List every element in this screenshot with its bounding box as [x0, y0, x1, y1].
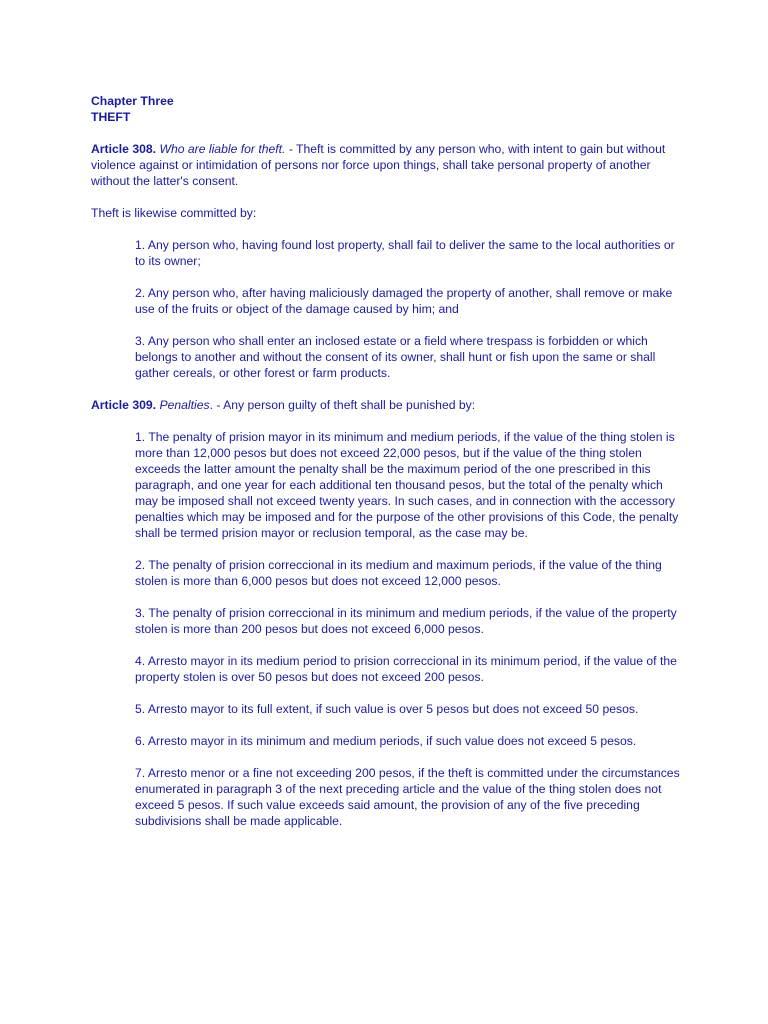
chapter-label: Chapter Three: [91, 94, 174, 108]
list-item: 6. Arresto mayor in its minimum and medium periods, if such value does not exceed 5 pesos.: [135, 734, 637, 748]
list-item: 3. Any person who shall enter an inclosed estate or a field where trespass is forbidden or which belongs to another and without the consent of its owner, shall hunt or fish upon the same or shall gather cereals, or other forest or farm products.: [135, 334, 656, 380]
article-309-paragraph: [91, 397, 681, 413]
list-item: 1. Any person who, having found lost property, shall fail to deliver the same to the local authorities or to its owner;: [135, 238, 675, 268]
list-item: 2. Any person who, after having maliciously damaged the property of another, shall remove or make use of the fruits or object of the damage caused by him; and: [135, 286, 673, 316]
list-item: 1. The penalty of prision mayor in its minimum and medium periods, if the value of the thing stolen is more than 12,000 pesos but does not exceed 22,000 pesos, but if the value of the thing stolen exceeds the latter amount the penalty shall be the maximum period of the one prescribed in this paragraph, and one year for each additional ten thousand pesos, but the total of the penalty which may be imposed shall not exceed twenty years. In such cases, and in connection with the accessory penalties which may be imposed and for the purpose of the other provisions of this Code, the penalty shall be termed prision mayor or reclusion temporal, as the case may be.: [135, 430, 679, 540]
article-308-items: [91, 237, 681, 381]
article-309-number: Article 309.: [91, 398, 157, 412]
list-item: 5. Arresto mayor to its full extent, if such value is over 5 pesos but does not exceed 50 pesos.: [135, 702, 639, 716]
list-item: 7. Arresto menor or a fine not exceeding 200 pesos, if the theft is committed under the circumstances enumerated in paragraph 3 of the next preceding article and the value of the thing stolen does not exceed 5 pesos. If such value exceeds said amount, the provision of any of the five preceding subdivisions shall be made applicable.: [135, 766, 680, 828]
list-item: 3. The penalty of prision correccional in its minimum and medium periods, if the value of the property stolen is more than 200 pesos but does not exceed 6,000 pesos.: [135, 606, 677, 636]
article-308-title: Who are liable for theft.: [159, 142, 286, 156]
document-body: [91, 93, 681, 829]
list-item: 4. Arresto mayor in its medium period to prision correccional in its minimum period, if the value of the property stolen is over 50 pesos but does not exceed 200 pesos.: [135, 654, 677, 684]
article-308-number: Article 308.: [91, 142, 157, 156]
article-309-text: . - Any person guilty of theft shall be punished by:: [209, 398, 476, 412]
list-item: 2. The penalty of prision correccional in its medium and maximum periods, if the value of the thing stolen is more than 6,000 pesos but does not exceed 12,000 pesos.: [135, 558, 662, 588]
article-309-title: Penalties: [159, 398, 210, 412]
article-308-paragraph: [91, 141, 681, 189]
article-308-intro: Theft is likewise committed by:: [91, 206, 257, 220]
article-308-text: - Theft is committed by any person who, with intent to gain but without violence against or intimidation of persons nor force upon things, shall take personal property of another without the latter's consent.: [91, 142, 666, 188]
article-309-items: [91, 429, 681, 829]
chapter-title: THEFT: [91, 110, 131, 124]
